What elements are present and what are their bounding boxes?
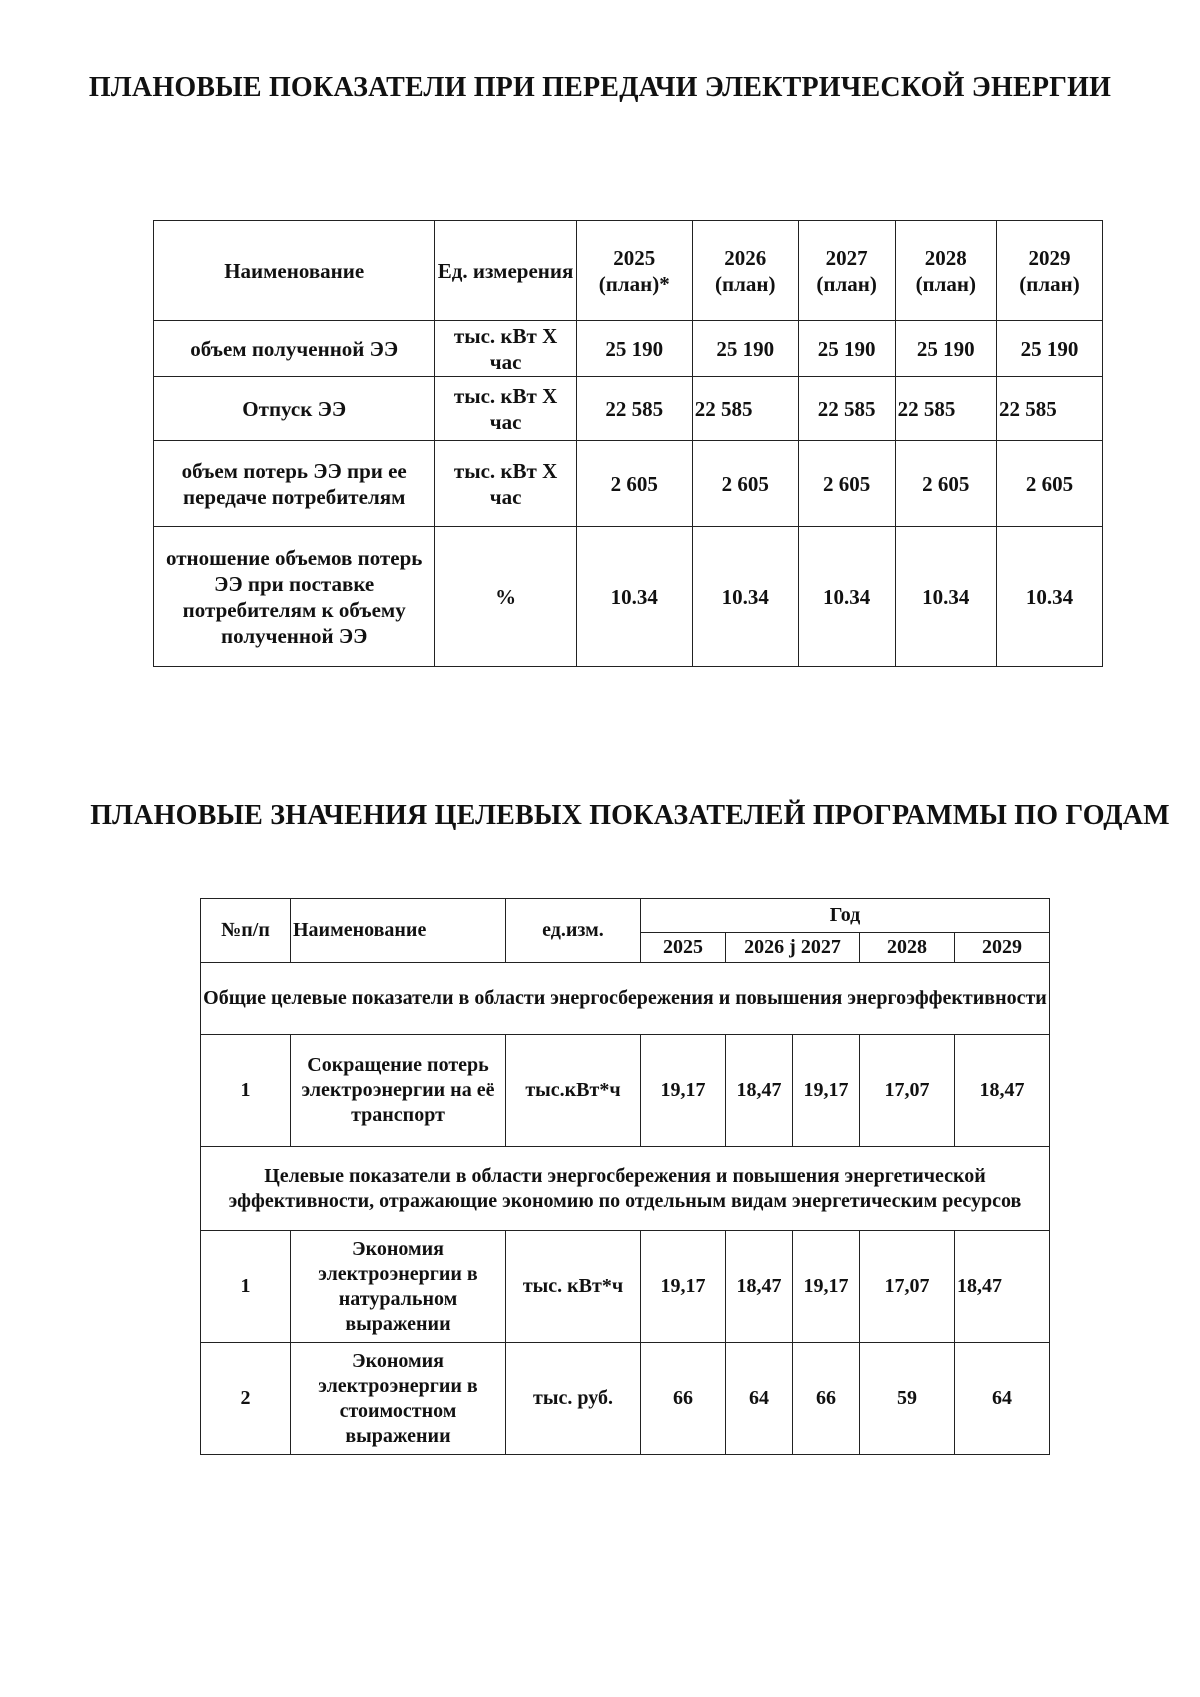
header-2027: 2027 (план) (798, 221, 895, 321)
value-2025: 10.34 (576, 527, 692, 667)
header-unit: ед.изм. (506, 899, 641, 963)
value-2028: 59 (860, 1343, 955, 1455)
value-2028: 2 605 (895, 441, 996, 527)
value-2029: 18,47 (955, 1231, 1050, 1343)
header-year: Год (641, 899, 1050, 933)
row-unit: тыс. кВт*ч (506, 1231, 641, 1343)
value-2025: 2 605 (576, 441, 692, 527)
header-2028: 2028 (860, 933, 955, 963)
header-2026: 2026 (план) (692, 221, 798, 321)
table-header-row (154, 221, 1103, 321)
header-2028: 2028 (план) (895, 221, 996, 321)
header-2029: 2029 (955, 933, 1050, 963)
value-2026: 25 190 (692, 321, 798, 377)
row-name: объем полученной ЭЭ (154, 321, 435, 377)
header-2029: 2029 (план) (997, 221, 1103, 321)
value-2027: 19,17 (793, 1035, 860, 1147)
value-2026: 22 585 (692, 377, 798, 441)
row-num: 2 (201, 1343, 291, 1455)
value-2029: 2 605 (997, 441, 1103, 527)
value-2029: 10.34 (997, 527, 1103, 667)
row-name: Отпуск ЭЭ (154, 377, 435, 441)
row-name: Экономия электроэнергии в натуральном выражении (291, 1231, 506, 1343)
table-row (154, 321, 1103, 377)
table1-title: ПЛАНОВЫЕ ПОКАЗАТЕЛИ ПРИ ПЕРЕДАЧИ ЭЛЕКТРИЧЕСКОЙ ЭНЕРГИИ (88, 72, 1112, 103)
section-row (201, 963, 1050, 1035)
value-2028: 17,07 (860, 1231, 955, 1343)
row-unit: тыс.кВт*ч (506, 1035, 641, 1147)
header-2026-2027: 2026 ј 2027 (726, 933, 860, 963)
section-heading-general: Общие целевые показатели в области энергосбережения и повышения энергоэффективности (201, 963, 1050, 1035)
header-2025: 2025 (641, 933, 726, 963)
value-2027: 66 (793, 1343, 860, 1455)
row-name: отношение объемов потерь ЭЭ при поставке потребителям к объему полученной ЭЭ (154, 527, 435, 667)
row-name: объем потерь ЭЭ при ее передаче потребителям (154, 441, 435, 527)
row-unit: % (435, 527, 576, 667)
table2-title: ПЛАНОВЫЕ ЗНАЧЕНИЯ ЦЕЛЕВЫХ ПОКАЗАТЕЛЕЙ ПРОГРАММЫ ПО ГОДАМ (90, 800, 1170, 831)
table-row (201, 1343, 1050, 1455)
value-2026: 64 (726, 1343, 793, 1455)
value-2027: 10.34 (798, 527, 895, 667)
header-num: №п/п (201, 899, 291, 963)
row-unit: тыс. кВт Х час (435, 377, 576, 441)
transmission-indicators-table (153, 220, 1103, 667)
row-unit: тыс. руб. (506, 1343, 641, 1455)
value-2026: 18,47 (726, 1231, 793, 1343)
value-2027: 22 585 (798, 377, 895, 441)
value-2025: 25 190 (576, 321, 692, 377)
value-2029: 18,47 (955, 1035, 1050, 1147)
row-num: 1 (201, 1035, 291, 1147)
header-name: Наименование (291, 899, 506, 963)
row-name: Сокращение потерь электроэнергии на её транспорт (291, 1035, 506, 1147)
row-num: 1 (201, 1231, 291, 1343)
header-name: Наименование (154, 221, 435, 321)
target-indicators-table (200, 898, 1050, 1455)
value-2028: 17,07 (860, 1035, 955, 1147)
value-2029: 22 585 (997, 377, 1103, 441)
header-2025: 2025 (план)* (576, 221, 692, 321)
table-row (201, 1035, 1050, 1147)
value-2027: 19,17 (793, 1231, 860, 1343)
value-2026: 10.34 (692, 527, 798, 667)
value-2029: 25 190 (997, 321, 1103, 377)
table-row (201, 1231, 1050, 1343)
section-row (201, 1147, 1050, 1231)
value-2026: 18,47 (726, 1035, 793, 1147)
table-header-row (201, 899, 1050, 933)
value-2028: 22 585 (895, 377, 996, 441)
section-heading-resources: Целевые показатели в области энергосбережения и повышения энергетической эффективности, отражающие экономию по отдельным видам энергетическим ресурсов (201, 1147, 1050, 1231)
header-unit: Ед. измерения (435, 221, 576, 321)
value-2028: 10.34 (895, 527, 996, 667)
value-2027: 2 605 (798, 441, 895, 527)
value-2026: 2 605 (692, 441, 798, 527)
table-row (154, 377, 1103, 441)
row-unit: тыс. кВт Х час (435, 441, 576, 527)
value-2028: 25 190 (895, 321, 996, 377)
table-row (154, 441, 1103, 527)
row-unit: тыс. кВт Х час (435, 321, 576, 377)
value-2025: 19,17 (641, 1231, 726, 1343)
value-2027: 25 190 (798, 321, 895, 377)
value-2029: 64 (955, 1343, 1050, 1455)
value-2025: 66 (641, 1343, 726, 1455)
value-2025: 19,17 (641, 1035, 726, 1147)
table-row (154, 527, 1103, 667)
value-2025: 22 585 (576, 377, 692, 441)
row-name: Экономия электроэнергии в стоимостном выражении (291, 1343, 506, 1455)
